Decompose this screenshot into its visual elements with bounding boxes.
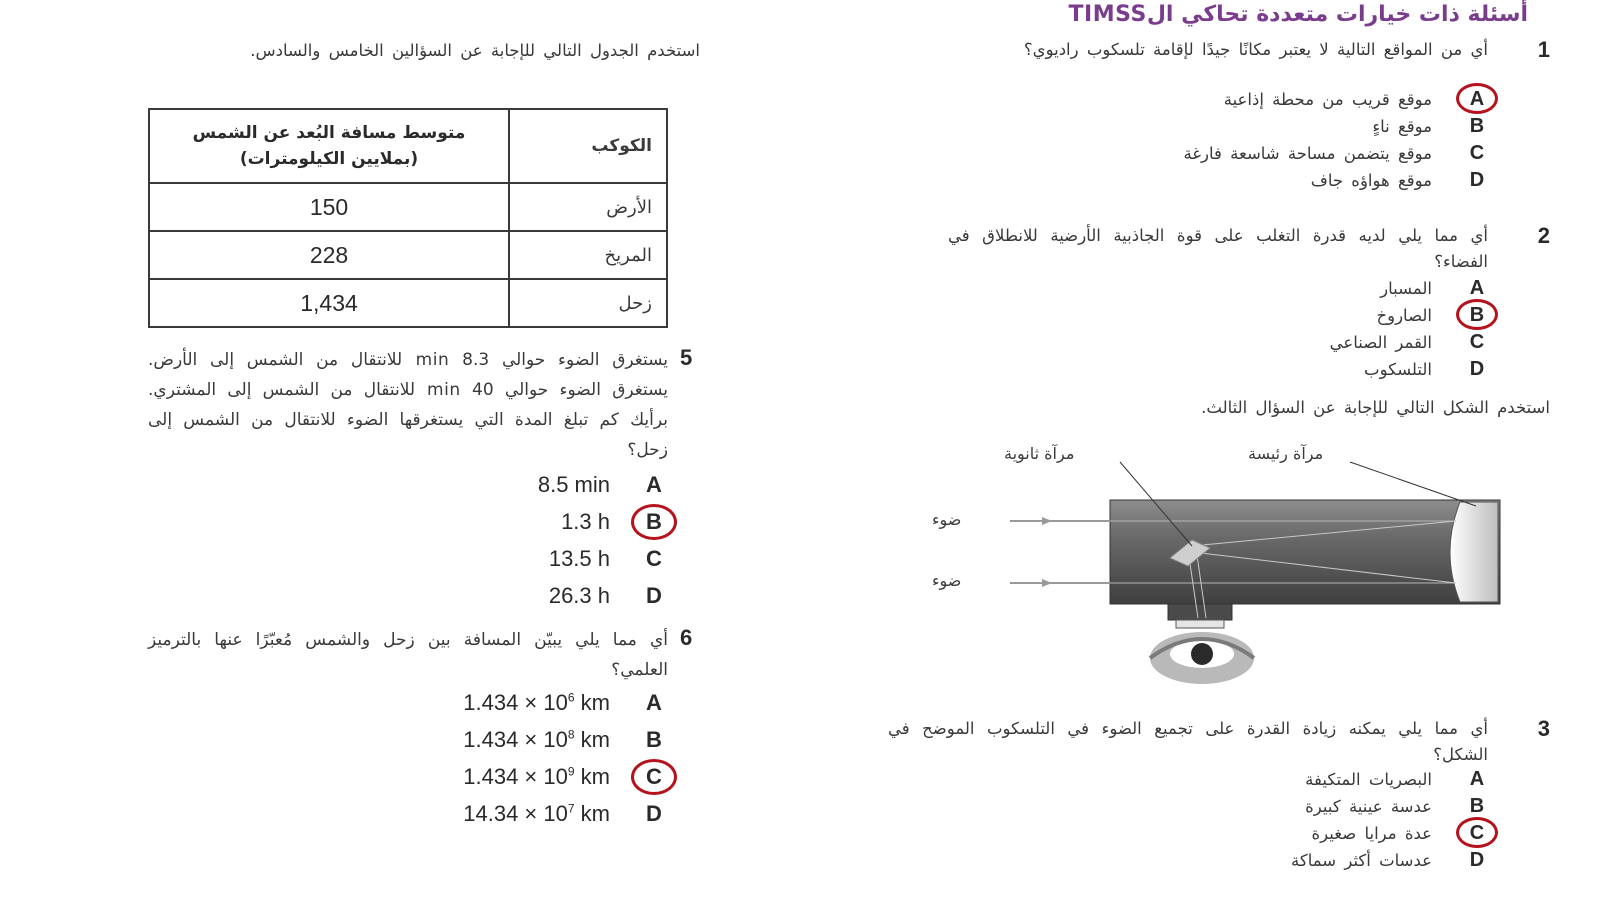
telescope-figure: [930, 440, 1550, 700]
q5-option-c[interactable]: 13.5 h C: [538, 540, 670, 577]
primary-mirror: [1450, 502, 1498, 602]
pointer-primary: [1350, 462, 1476, 506]
table-header-row: [149, 109, 667, 183]
option-letter: C: [646, 545, 662, 571]
q6-option-b[interactable]: $1.434 \times 10^8$ km B: [463, 721, 670, 758]
q6-option-d[interactable]: $14.34 \times 10^7$ km D: [463, 795, 670, 832]
option-letter: A: [646, 471, 662, 497]
question-6-text: أي مما يلي يبيّن المسافة بين زحل والشمس مُعبّرًا عنها بالترميز العلمي؟: [148, 630, 668, 680]
telescope-diagram: [930, 440, 1550, 700]
option-letter: D: [1469, 169, 1485, 191]
q1-option-a[interactable]: A موقع قريب من محطة إذاعية: [1184, 86, 1492, 113]
question-1-options: [1184, 86, 1492, 194]
option-letter: D: [1469, 849, 1485, 871]
label-light-top: ضوء: [932, 510, 962, 529]
label-secondary-mirror: مرآة ثانوية: [1004, 444, 1075, 463]
question-6-number: 6: [680, 625, 693, 650]
question-6-options: [463, 684, 670, 832]
question-2-number: 2: [1537, 223, 1550, 248]
option-letter: A: [1469, 277, 1485, 299]
q2-option-b[interactable]: B الصاروخ: [1330, 302, 1492, 329]
question-1-text: أي من المواقع التالية لا يعتبر مكانًا جيدًا لإقامة تلسكوب راديوي؟: [1023, 40, 1488, 59]
q2-option-a[interactable]: A المسبار: [1330, 275, 1492, 302]
q2-option-c[interactable]: C القمر الصناعي: [1330, 329, 1492, 356]
q3-option-b[interactable]: B عدسة عينية كبيرة: [1291, 793, 1492, 820]
option-letter: B: [1469, 795, 1485, 817]
option-letter: B: [1462, 302, 1492, 329]
q6-option-c[interactable]: $1.434 \times 10^9$ km C: [463, 758, 670, 795]
option-letter: A: [1469, 768, 1485, 790]
label-primary-mirror: مرآة رئيسة: [1248, 444, 1324, 463]
header-planet: الكوكب: [509, 109, 667, 183]
eyepiece-holder: [1168, 604, 1232, 620]
table-row: زحل 1,434: [149, 279, 667, 327]
question-2-options: [1330, 275, 1492, 383]
q1-option-c[interactable]: C موقع يتضمن مساحة شاسعة فارغة: [1184, 140, 1492, 167]
question-5-text: يستغرق الضوء حوالي 8.3 min للانتقال من الشمس إلى الأرض. يستغرق الضوء حوالي 40 min للانتقال من الشمس إلى المشتري. برأيك كم تبلغ المدة التي يستغرقها الضوء للانتقال من الشمس إلى زحل؟: [148, 350, 669, 460]
option-letter: D: [646, 582, 662, 608]
question-5-number: 5: [680, 345, 693, 370]
question-3-options: [1291, 766, 1492, 874]
option-letter: C: [638, 761, 670, 793]
option-letter: A: [1462, 86, 1492, 113]
question-3-number: 3: [1537, 716, 1550, 741]
q5-option-a[interactable]: 8.5 min A: [538, 466, 670, 503]
table-row: المريخ 228: [149, 231, 667, 279]
question-3-text: أي مما يلي يمكنه زيادة القدرة على تجميع الضوء في التلسكوب الموضح في الشكل؟: [888, 719, 1488, 764]
question-2-text: أي مما يلي لديه قدرة التغلب على قوة الجاذبية الأرضية للانطلاق في الفضاء؟: [948, 226, 1488, 271]
table-row: الأرض 150: [149, 183, 667, 231]
question-1-number: 1: [1537, 37, 1550, 62]
table-intro: استخدم الجدول التالي للإجابة عن السؤالين الخامس والسادس.: [250, 41, 700, 60]
option-letter: D: [1469, 358, 1485, 380]
q1-option-d[interactable]: D موقع هواؤه جاف: [1184, 167, 1492, 194]
q5-option-b[interactable]: 1.3 h B: [538, 503, 670, 540]
option-letter: B: [638, 506, 670, 538]
option-letter: B: [1469, 115, 1485, 137]
q5-option-d[interactable]: 26.3 h D: [538, 577, 670, 614]
question-5-options: [538, 466, 670, 614]
option-letter: C: [1469, 142, 1485, 164]
q6-option-a[interactable]: $1.434 \times 10^6$ km A: [463, 684, 670, 721]
q3-option-d[interactable]: D عدسات أكثر سماكة: [1291, 847, 1492, 874]
option-letter: B: [646, 726, 662, 752]
option-letter: C: [1462, 820, 1492, 847]
q1-option-b[interactable]: B موقع ناءٍ: [1184, 113, 1492, 140]
q2-option-d[interactable]: D التلسكوب: [1330, 356, 1492, 383]
option-letter: A: [646, 689, 662, 715]
option-letter: D: [646, 800, 662, 826]
label-light-bottom: ضوء: [932, 571, 962, 590]
distance-table: [148, 108, 668, 328]
distance-table-wrap: [148, 108, 668, 328]
q3-option-a[interactable]: A البصريات المتكيفة: [1291, 766, 1492, 793]
figure-intro: استخدم الشكل التالي للإجابة عن السؤال الثالث.: [1201, 398, 1550, 417]
q3-option-c[interactable]: C عدة مرايا صغيرة: [1291, 820, 1492, 847]
header-distance: متوسط مسافة البُعد عن الشمس (بملايين الكيلومترات): [149, 109, 509, 183]
option-letter: C: [1469, 331, 1485, 353]
section-title: أسئلة ذات خيارات متعددة تحاكي الTIMSS: [1068, 2, 1528, 27]
telescope-tube: [1110, 500, 1500, 604]
eyepiece-lens: [1176, 620, 1224, 628]
